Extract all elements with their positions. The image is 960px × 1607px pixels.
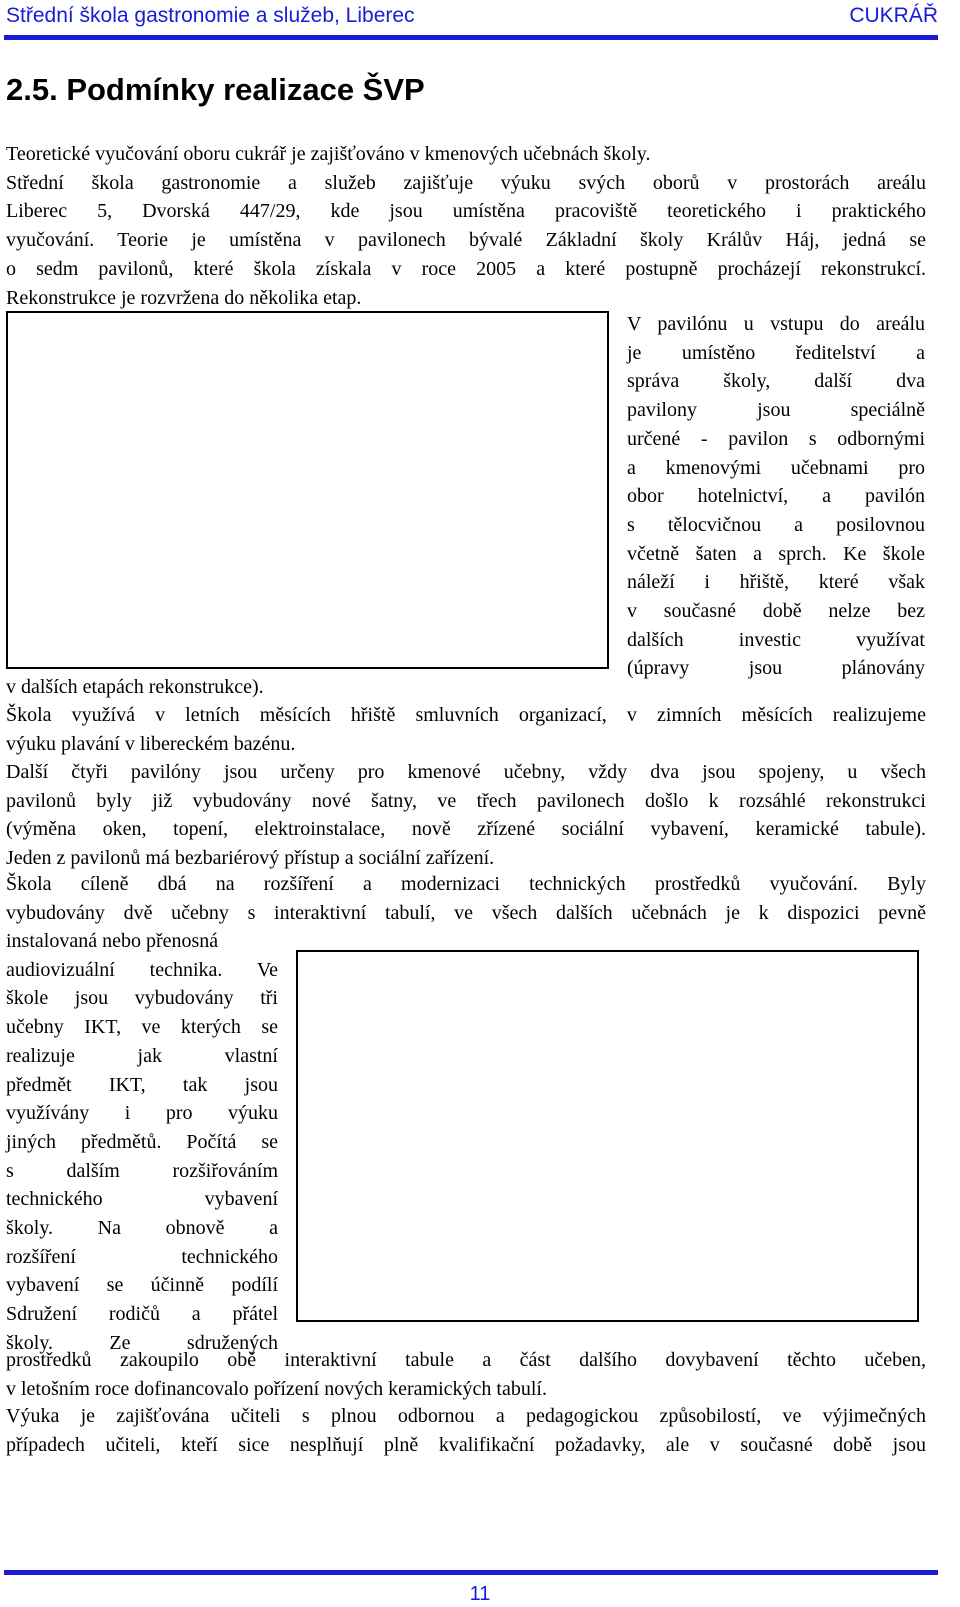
paragraph-swimming [6, 701, 926, 758]
text-line: školy. Na obnově a [6, 1217, 278, 1240]
text-line: jiných předmětů. Počítá se [6, 1130, 278, 1153]
text-line: obor hotelnictví, a pavilón [627, 485, 925, 508]
text-line: vybavení se účinně podílí [6, 1274, 278, 1297]
text-line: učebny IKT, ve kterých se [6, 1016, 278, 1039]
text-line: realizuje jak vlastní [6, 1044, 278, 1067]
text-line: V pavilónu u vstupu do areálu [627, 313, 925, 335]
text-line: dalších investic využívat [627, 628, 925, 651]
text-line: správa školy, další dva [627, 370, 925, 393]
text-line: Střední škola gastronomie a služeb zajišťuje výuku svých oborů v prostorách areálu [6, 171, 926, 194]
paragraph-pavilions-tail [6, 673, 926, 702]
text-line: o sedm pavilonů, které škola získala v roce 2005 a které postupně procházejí rekonstrukcí. [6, 257, 926, 280]
text-line: vybudovány dvě učebny s interaktivní tabulí, ve všech dalších učebnách je k dispozici pevně [6, 901, 926, 924]
text-line: s tělocvičnou a posilovnou [627, 513, 925, 536]
text-line: Jeden z pavilonů má bezbariérový přístup a sociální zařízení. [6, 847, 495, 870]
text-line: v letošním roce dofinancovalo pořízení nových keramických tabulí. [6, 1377, 547, 1400]
text-line: s dalším rozšiřováním [6, 1159, 278, 1182]
header-school-name: Střední škola gastronomie a služeb, Liberec [6, 4, 415, 27]
text-line: Rekonstrukce je rozvržena do několika etap. [6, 286, 362, 309]
text-line: určené - pavilon s odbornými [627, 427, 925, 450]
text-line: škole jsou vybudovány tři [6, 987, 278, 1010]
photo-placeholder [6, 311, 609, 669]
text-line: pavilony jsou speciálně [627, 399, 925, 422]
paragraph-intro [6, 140, 926, 312]
text-line: prostředků zakoupilo obě interaktivní tabule a část dalšího dovybavení těchto učeben, [6, 1349, 926, 1371]
text-line: včetně šaten a sprch. Ke škole [627, 542, 925, 565]
paragraph-teachers [6, 1402, 926, 1459]
paragraph-technology-tail [6, 1346, 926, 1403]
paragraph-technology-side [6, 927, 278, 1358]
text-line: Výuka je zajišťována učiteli s plnou odbornou a pedagogickou způsobilostí, ve výjimečných [6, 1405, 926, 1427]
header-rule [4, 35, 938, 40]
photo-placeholder [296, 950, 919, 1322]
text-line: Škola využívá v letních měsících hřiště smluvních organizací, v zimních měsících realizujeme [6, 704, 926, 726]
text-line: předmět IKT, tak jsou [6, 1073, 278, 1096]
text-line: využívány i pro výuku [6, 1102, 278, 1125]
text-line: Další čtyři pavilóny jsou určeny pro kmenové učebny, vždy dva jsou spojeny, u všech [6, 761, 926, 783]
text-line: a kmenovými učebnami pro [627, 456, 925, 479]
footer-rule [4, 1570, 938, 1575]
text-line: náleží i hřiště, které však [627, 571, 925, 594]
text-line: v současné době nelze bez [627, 600, 925, 623]
page-number: 11 [469, 1583, 491, 1605]
text-line: audiovizuální technika. Ve [6, 958, 278, 981]
text-line: instalovaná nebo přenosná [6, 930, 219, 952]
text-line: Liberec 5, Dvorská 447/29, kde jsou umístěna pracoviště teoretického i praktického [6, 200, 926, 223]
text-line: Škola cíleně dbá na rozšíření a modernizaci technických prostředků vyučování. Byly [6, 873, 926, 895]
paragraph-pavilions [627, 310, 925, 683]
paragraph-classrooms [6, 758, 926, 873]
page-header [6, 4, 938, 34]
text-line: Sdružení rodičů a přátel [6, 1303, 278, 1326]
section-title: 2.5. Podmínky realizace ŠVP [6, 72, 425, 107]
text-line: (úpravy jsou plánovány [627, 657, 925, 680]
paragraph-technology [6, 870, 926, 927]
text-line: (výměna oken, topení, elektroinstalace, nově zřízené sociální vybavení, keramické tabule). [6, 818, 926, 841]
text-line: školy. Ze sdružených [6, 1331, 278, 1354]
text-line: v dalších etapách rekonstrukce). [6, 676, 264, 698]
text-line: případech učiteli, kteří sice nesplňují plně kvalifikační požadavky, ale v současné době jsou [6, 1433, 926, 1456]
text-line: Teoretické vyučování oboru cukrář je zajišťováno v kmenových učebnách školy. [6, 143, 651, 165]
text-line: pavilonů byly již vybudovány nové šatny, ve třech pavilonech došlo k rozsáhlé rekonstrukci [6, 789, 926, 812]
text-line: výuku plavání v libereckém bazénu. [6, 732, 296, 755]
text-line: rozšíření technického [6, 1245, 278, 1268]
header-program-name: CUKRÁŘ [849, 4, 938, 27]
text-line: vyučování. Teorie je umístěna v pavilonech bývalé Základní školy Králův Háj, jedná se [6, 229, 926, 252]
text-line: technického vybavení [6, 1188, 278, 1211]
text-line: je umístěno ředitelství a [627, 341, 925, 364]
